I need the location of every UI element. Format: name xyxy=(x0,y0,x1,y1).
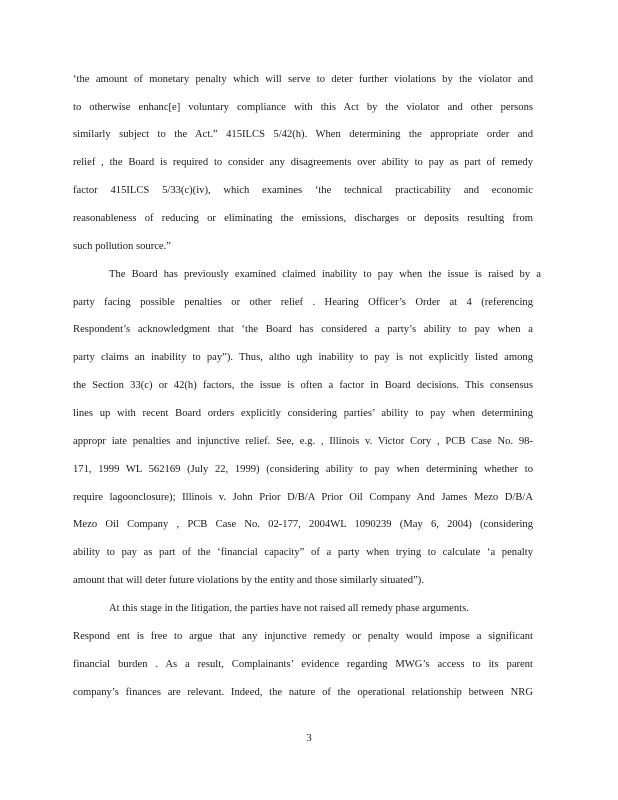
text-line: such pollution source.” xyxy=(73,241,171,252)
text-line: party facing possible penalties or other relief . Hearing Officer’s Order at 4 (referencing xyxy=(73,297,533,308)
text-line: lines up with recent Board orders explicitly considering parties’ ability to pay when determining xyxy=(73,408,533,419)
text-line: to otherwise enhanc[e] voluntary compliance with this Act by the violator and other persons xyxy=(73,102,533,113)
text-line: party claims an inability to pay”). Thus, altho ugh inability to pay is not explicitly listed among xyxy=(73,352,533,363)
text-line: Respondent’s acknowledgment that ‘the Board has considered a party’s ability to pay when a xyxy=(73,324,533,335)
text-line: similarly subject to the Act.” 415ILCS 5/42(h). When determining the appropriate order and xyxy=(73,129,533,140)
text-line: The Board has previously examined claimed inability to pay when the issue is raised by a xyxy=(109,269,541,280)
text-line: ‘the amount of monetary penalty which will serve to deter further violations by the violator and xyxy=(73,74,533,85)
text-line: factor 415ILCS 5/33(c)(iv), which examines ‘the technical practicability and economic xyxy=(73,185,533,196)
text-line: Respond ent is free to argue that any injunctive remedy or penalty would impose a significant xyxy=(73,631,533,642)
text-line: financial burden . As a result, Complainants’ evidence regarding MWG’s access to its parent xyxy=(73,659,533,670)
text-line: reasonableness of reducing or eliminating the emissions, discharges or deposits resulting from xyxy=(73,213,533,224)
text-line: require lagoonclosure); Illinois v. John Prior D/B/A Prior Oil Company And James Mezo D/B/A xyxy=(73,492,533,503)
text-line: company’s finances are relevant. Indeed, the nature of the operational relationship between NRG xyxy=(73,687,533,698)
text-line: amount that will deter future violations by the entity and those similarly situated”). xyxy=(73,575,424,586)
text-line: relief , the Board is required to consider any disagreements over ability to pay as part of remedy xyxy=(73,157,533,168)
text-line: the Section 33(c) or 42(h) factors, the issue is often a factor in Board decisions. This consensus xyxy=(73,380,533,391)
page-number: 3 xyxy=(306,733,312,744)
text-line: appropr iate penalties and injunctive relief. See, e.g. , Illinois v. Victor Cory , PCB Case No. 98- xyxy=(73,436,533,447)
text-line: At this stage in the litigation, the parties have not raised all remedy phase arguments. xyxy=(109,603,469,614)
text-line: Mezo Oil Company , PCB Case No. 02-177, 2004WL 1090239 (May 6, 2004) (considering xyxy=(73,519,533,530)
text-line: ability to pay as part of the ‘financial capacity” of a party when trying to calculate ‘a penalty xyxy=(73,547,533,558)
text-line: 171, 1999 WL 562169 (July 22, 1999) (considering ability to pay when determining whether to xyxy=(73,464,533,475)
